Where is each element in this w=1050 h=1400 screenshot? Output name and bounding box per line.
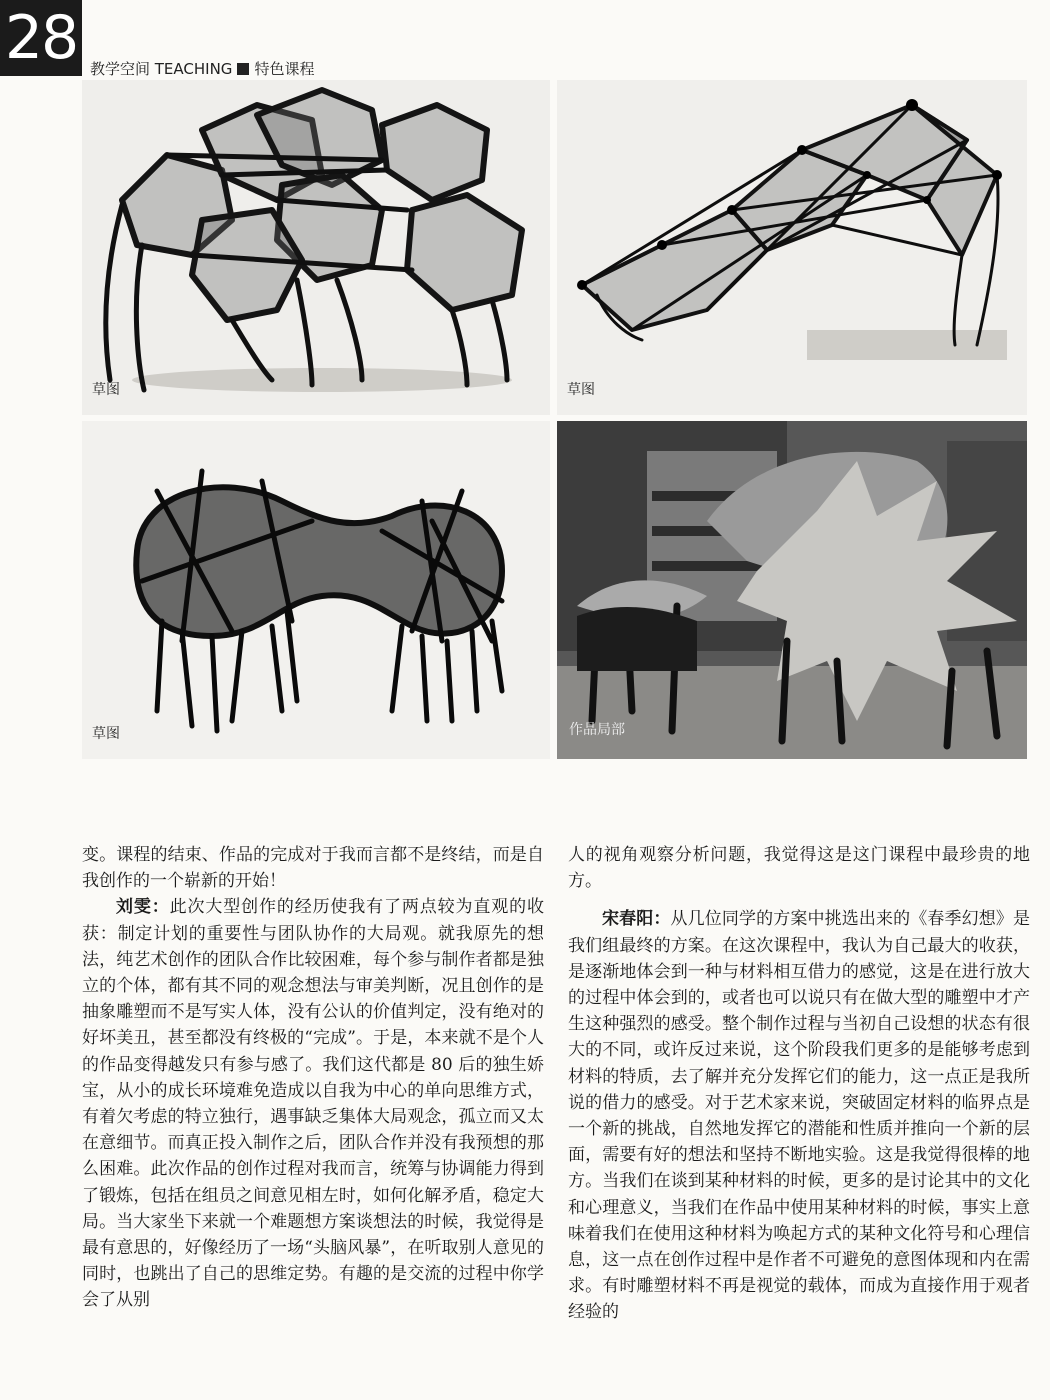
paragraph-continuation: 人的视角观察分析问题，我觉得这是这门课程中最珍贵的地方。 [568, 845, 1030, 892]
sketch-2-drawing [557, 80, 1027, 415]
speaker-name: 刘雯： [116, 897, 170, 918]
figure-caption: 作品局部 [569, 722, 625, 738]
sketch-3-drawing [82, 421, 550, 759]
sketch-image-3 [82, 421, 550, 759]
running-header [90, 58, 314, 79]
figure-caption: 草图 [92, 726, 120, 742]
sketch-1-drawing [82, 80, 550, 415]
section-label: 教学空间 TEACHING [90, 60, 233, 78]
page-number: 28 [0, 0, 82, 76]
sketch-image-2 [557, 80, 1027, 415]
figure-caption: 草图 [567, 382, 595, 398]
right-text-column [568, 842, 1030, 1326]
paragraph-song-chunyang [568, 906, 1030, 1325]
paragraph-continuation: 变。课程的结束、作品的完成对于我而言都不是终结，而是自我创作的一个崭新的开始！ [82, 845, 544, 892]
sketch-image-1 [82, 80, 550, 415]
photo-scene [557, 421, 1027, 759]
sculpture-photo [557, 421, 1027, 759]
paragraph-text: 此次大型创作的经历使我有了两点较为直观的收获：制定计划的重要性与团队协作的大局观。就我原先的想法，纯艺术创作的团队合作比较困难，每个参与制作者都是独立的个体，都有其不同的观念想法与审美判断，况且创作的是抽象雕塑而不是写实人体，没有公认的价值判定，没有绝对的好坏美丑，甚至都没有终极的“完成”。于是，本来就不是个人的作品变得越发只有参与感了。我们这代都是 80 后的独生娇宝，从小的成长环境难免造成以自我为中心的单向思维方式，有着欠考虑的特立独行，遇事缺乏集体大局观念，孤立而又太在意细节。而真正投入制作之后，团队合作并没有我预想的那么困难。此次作品的创作过程对我而言，统筹与协调能力得到了锻炼，包括在组员之间意见相左时，如何化解矛盾，稳定大局。当大家坐下来就一个难题想方案谈想法的时候，我觉得是最有意思的，好像经历了一场“头脑风暴”，在听取别人意见的同时，也跳出了自己的思维定势。有趣的是交流的过程中你学会了从别 [82, 897, 544, 1311]
subsection-label: 特色课程 [254, 60, 315, 78]
figure-caption: 草图 [92, 382, 120, 398]
square-bullet-icon [237, 63, 249, 75]
paragraph-liu-wen [82, 894, 544, 1313]
speaker-name: 宋春阳： [602, 909, 671, 930]
left-text-column [82, 842, 544, 1314]
paragraph-text: 从几位同学的方案中挑选出来的《春季幻想》是我们组最终的方案。在这次课程中，我认为自己最大的收获，是逐渐地体会到一种与材料相互借力的感觉，这是在进行放大的过程中体会到的，或者也可以说只有在做大型的雕塑中才产生这种强烈的感受。整个制作过程与当初自己设想的状态有很大的不同，或许反过来说，这个阶段我们更多的是能够考虑到材料的特质，去了解并充分发挥它们的能力，这一点正是我所说的借力的感受。对于艺术家来说，突破固定材料的临界点是一个新的挑战，自然地发挥它的潜能和性质并推向一个新的层面，需要有好的想法和坚持不断地实验。这是我觉得很棒的地方。当我们在谈到某种材料的时候，更多的是讨论其中的文化和心理意义，当我们在作品中使用某种材料的时候，事实上意味着我们在使用这种材料为唤起方式的某种文化符号和心理信息，这一点在创作过程中是作者不可避免的意图体现和内在需求。有时雕塑材料不再是视觉的载体，而成为直接作用于观者经验的 [568, 909, 1030, 1323]
